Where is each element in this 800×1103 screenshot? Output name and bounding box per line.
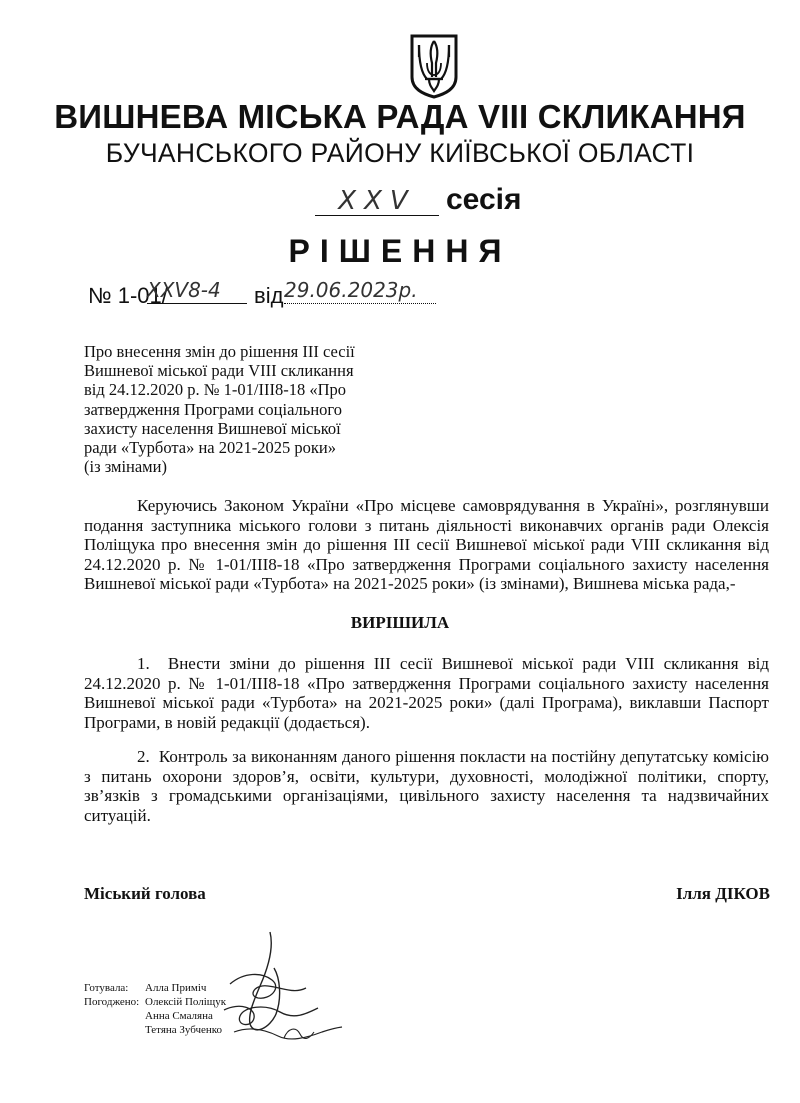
prepared-by-label: Готувала: [84, 982, 129, 994]
item-number: 2. [137, 747, 150, 766]
subject-line: Вишневої міської ради VIII скликання [84, 361, 354, 381]
decision-date-label: від [254, 283, 284, 308]
approved-by-name: Анна Смаляна [145, 1010, 213, 1022]
resolved-heading: ВИРІШИЛА [350, 613, 450, 632]
decision-date-handwritten: 29.06.2023р. [284, 277, 436, 304]
session-number-handwritten: XXV [338, 186, 416, 216]
approved-by-name: Олексій Поліщук [145, 996, 227, 1008]
decision-number-handwritten: XXV8-4 [147, 277, 247, 304]
session-number-field [315, 187, 439, 216]
session-word: сесія [446, 183, 522, 216]
mayor-title: Міський голова [84, 884, 206, 903]
decision-number-label: № 1-01/ [88, 283, 168, 308]
subject-line: від 24.12.2020 р. № 1-01/ІІІ8-18 «Про [84, 380, 346, 400]
subject-line: Про внесення змін до рішення ІІІ сесії [84, 342, 355, 361]
decision-title: РІШЕННЯ [288, 233, 512, 269]
preamble-paragraph: Керуючись Законом України «Про місцеве самоврядування в Україні», розглянувши подання заступника міського голови з питань діяльності виконавчих органів ради Олексія Поліщука про внесення змін до рішення ІІІ сесії Вишневої міської ради VIII скликання від 24.12.2020 р. № 1-01/ІІІ8-18 «Про затвердження Програми соціального захисту населення Вишневої міської ради «Турбота» на 2021-2025 роки» (із змінами), Вишнева міська рада,- [84, 496, 769, 593]
subject-line: захисту населення Вишневої міської [84, 418, 341, 438]
subject-line: (із змінами) [84, 457, 167, 477]
item-text: Контроль за виконанням даного рішення покласти на постійну депутатську комісію з питань охорони здоров’я, освіти, культури, духовності, молодіжної політики, спорту, зв’язків з громадськими організаціями, цивільного захисту населення та надзвичайних ситуацій. [84, 747, 769, 825]
resolution-item-1 [84, 654, 769, 732]
item-number: 1. [137, 654, 150, 673]
approved-by-name: Тетяна Зубченко [145, 1024, 223, 1036]
trident-coat-of-arms-icon [409, 33, 459, 99]
prepared-by-name: Алла Приміч [145, 982, 207, 994]
mayor-name: Ілля ДІКОВ [676, 884, 770, 903]
item-text: Внести зміни до рішення ІІІ сесії Вишневої міської ради VIII скликання від 24.12.2020 р. № 1-01/ІІІ8-18 «Про затвердження Програми соціального захисту населення Вишневої міської ради «Турбота» на 2021-2025 роки» (далі Програма), виклавши Паспорт Програми, в новій редакції (додається). [84, 654, 769, 732]
decision-subject [84, 342, 384, 476]
subject-line: ради «Турбота» на 2021-2025 роки» [84, 438, 336, 458]
resolution-item-2 [84, 747, 769, 825]
approved-by-label: Погоджено: [84, 996, 140, 1008]
handwritten-signature [210, 928, 350, 1058]
council-subtitle: БУЧАНСЬКОГО РАЙОНУ КИЇВСЬКОЇ ОБЛАСТІ [105, 138, 695, 168]
subject-line: затвердження Програми соціального [84, 399, 343, 419]
council-title: ВИШНЕВА МІСЬКА РАДА VIII СКЛИКАННЯ [54, 98, 746, 135]
